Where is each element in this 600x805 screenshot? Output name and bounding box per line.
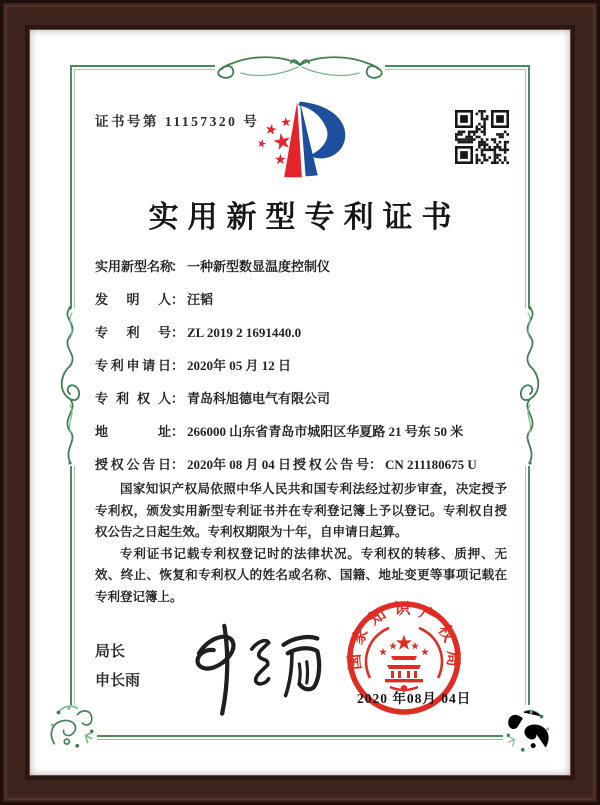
field-row: 地址： 266000 山东省青岛市城阳区华夏路 21 号东 50 米 xyxy=(95,421,463,440)
field-row: 实用新型名称： 一种新型数显温度控制仪 xyxy=(95,256,330,275)
left-flourish-icon xyxy=(57,305,83,467)
right-flourish-icon xyxy=(517,305,543,467)
legal-paragraph-2: 专利证书记载专利权登记时的法律状况。专利权的转移、质押、无效、终止、恢复和专利权人的姓名或名称、国籍、地址变更等事项记载在专利登记簿上。 xyxy=(95,546,507,604)
field-label: 授权公告日 xyxy=(95,457,171,472)
field-row: 专利权人： 青岛科旭德电气有限公司 xyxy=(95,388,330,407)
certificate-number: 证书号第 11157320 号 xyxy=(95,114,260,129)
seal-date: 2020 年08月 04日 xyxy=(357,691,472,706)
field-row: 发明人： 汪韬 xyxy=(95,289,213,308)
field-label: 实用新型名称 xyxy=(95,259,174,274)
field-row: 专利号： ZL 2019 2 1691440.0 xyxy=(95,322,301,341)
field-label: 发明人 xyxy=(95,292,171,307)
field-row: 授权公告日： 2020年 08 月 04 日 授权公告号： CN 211180675 U xyxy=(95,454,291,473)
certificate-bottom-border xyxy=(97,735,503,740)
field-label: 专利号 xyxy=(95,325,171,340)
field-value: 一种新型数显温度控制仪 xyxy=(187,259,331,274)
qr-code xyxy=(455,110,509,164)
field-value: 2020年 08 月 04 日 xyxy=(187,457,292,472)
signature-icon xyxy=(182,612,330,720)
director-title: 局长 xyxy=(95,643,126,660)
field-value: ZL 2019 2 1691440.0 xyxy=(187,325,302,340)
field-value: 2020年 05 月 12 日 xyxy=(187,358,292,373)
field-value: 汪韬 xyxy=(187,292,214,307)
field-label: 授权公告号 xyxy=(293,457,369,472)
bottom-right-floral-icon xyxy=(502,704,554,756)
director-name: 申长雨 xyxy=(95,672,141,690)
field-value: CN 211180675 U xyxy=(385,457,477,472)
field-value: 青岛科旭德电气有限公司 xyxy=(187,391,331,406)
field-value: 266000 山东省青岛市城阳区华夏路 21 号东 50 米 xyxy=(187,424,464,439)
field-label: 专利申请日 xyxy=(95,358,171,373)
field-row: 专利申请日： 2020年 05 月 12 日 xyxy=(95,355,291,374)
legal-paragraph-1: 国家知识产权局依照中华人民共和国专利法经过初步审查，决定授予专利权，颁发实用新型专利证书并在专利登记簿上予以登记。专利权自授权公告之日起生效。专利权期限为十年，自申请日起算。 xyxy=(95,482,507,539)
legal-text xyxy=(95,479,507,608)
certificate-title: 实用新型专利证书 xyxy=(148,201,461,234)
svg-text:国家知识产权局: 国家知识产权局 xyxy=(346,600,462,671)
cnipa-logo-icon xyxy=(244,96,356,182)
director-block xyxy=(95,637,140,696)
bottom-left-floral-icon xyxy=(46,700,98,752)
field-label: 地址 xyxy=(95,424,171,439)
field-label: 专利权人 xyxy=(95,391,171,406)
top-flourish-icon xyxy=(205,52,395,86)
